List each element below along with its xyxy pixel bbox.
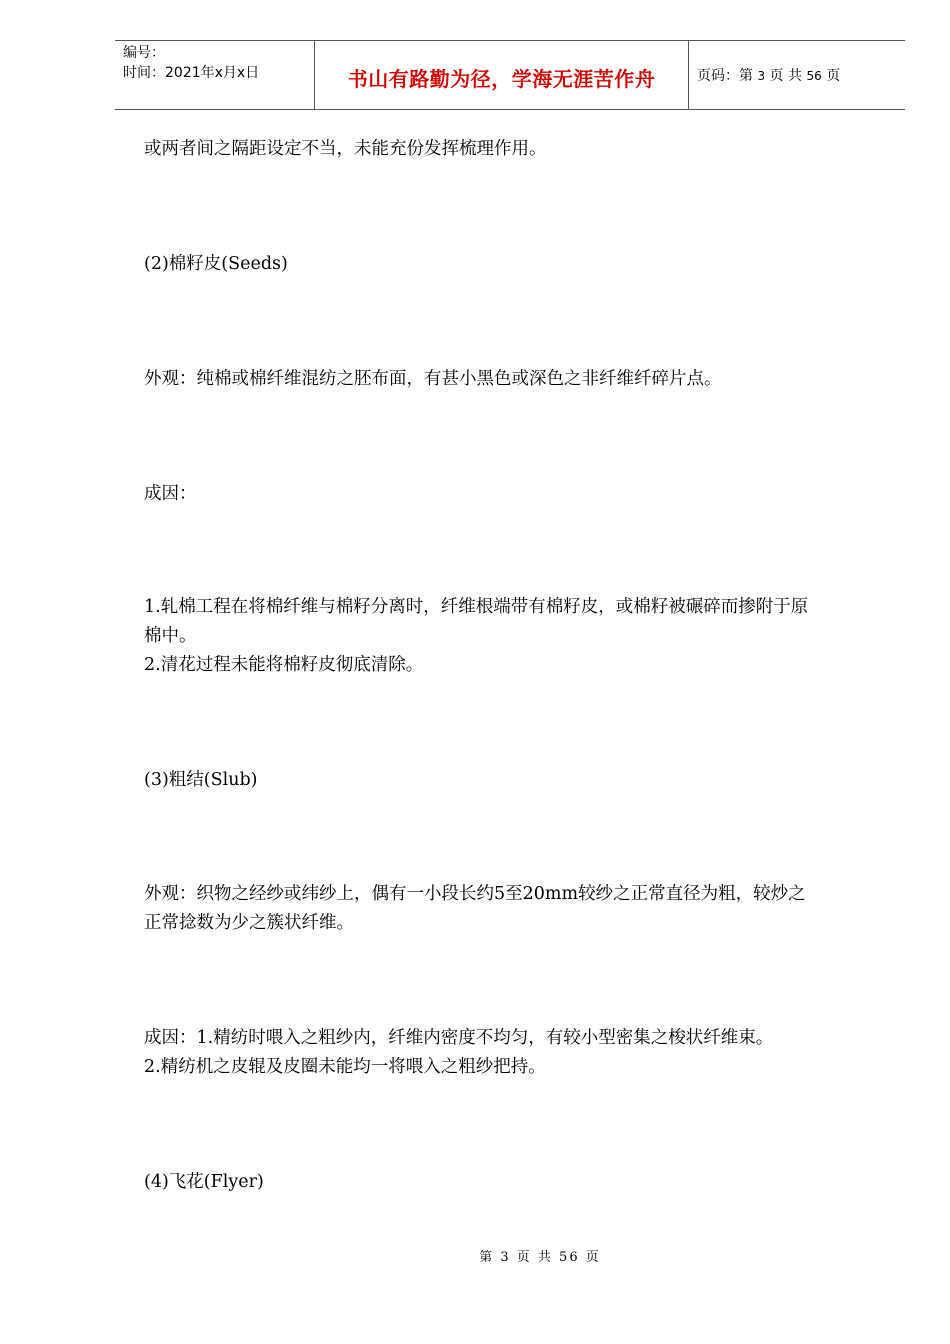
section-heading-slub: (3)粗结(Slub) [144,770,258,790]
page-current: 3 [757,69,766,83]
paragraph-seeds-cause-1-cont: 棉中。 [144,626,197,646]
paragraph-slub-cause-1: 成因：1.精纺时喂入之粗纱内，纤维内密度不均匀，有较小型密集之梭状纤维束。 [144,1028,774,1048]
header-motto-cell [315,41,689,109]
page-middle: 页 共 [769,68,802,84]
section-heading-flyer: (4)飞花(Flyer) [144,1172,264,1192]
paragraph-slub-cause-2: 2.精纺机之皮辊及皮圈未能均一将喂入之粗纱把持。 [144,1057,546,1077]
page-total: 56 [806,69,822,83]
paragraph-slub-appearance-cont: 正常捻数为少之簇状纤维。 [144,913,354,933]
page-header [115,40,905,110]
paragraph-slub-appearance: 外观：织物之经纱或纬纱上，偶有一小段长约5至20mm较纱之正常直径为粗，较炒之 [144,884,806,904]
paragraph-1: 或两者间之隔距设定不当，未能充份发挥梳理作用。 [144,139,547,159]
paragraph-seeds-appearance: 外观：纯棉或棉纤维混纺之胚布面，有甚小黑色或深色之非纤维纤碎片点。 [144,369,722,389]
page-prefix: 页码：第 [697,68,753,84]
number-label: 编号： [123,45,165,61]
time-label: 时间：2021年x月x日 [123,65,260,81]
paragraph-seeds-cause-label: 成因： [144,484,197,504]
header-page-cell [689,41,905,109]
page-footer: 第 3 页 共 56 页 [479,1250,601,1265]
section-heading-seeds: (2)棉籽皮(Seeds) [144,254,288,274]
paragraph-seeds-cause-2: 2.清花过程未能将棉籽皮彻底清除。 [144,655,424,675]
header-meta-cell [115,41,315,109]
page-suffix: 页 [826,68,841,84]
page-indicator [697,65,840,85]
paragraph-seeds-cause-1: 1.轧棉工程在将棉纤维与棉籽分离时，纤维根端带有棉籽皮，或棉籽被碾碎而掺附于原 [144,597,809,617]
motto-text: 书山有路勤为径，学海无涯苦作舟 [347,67,656,91]
